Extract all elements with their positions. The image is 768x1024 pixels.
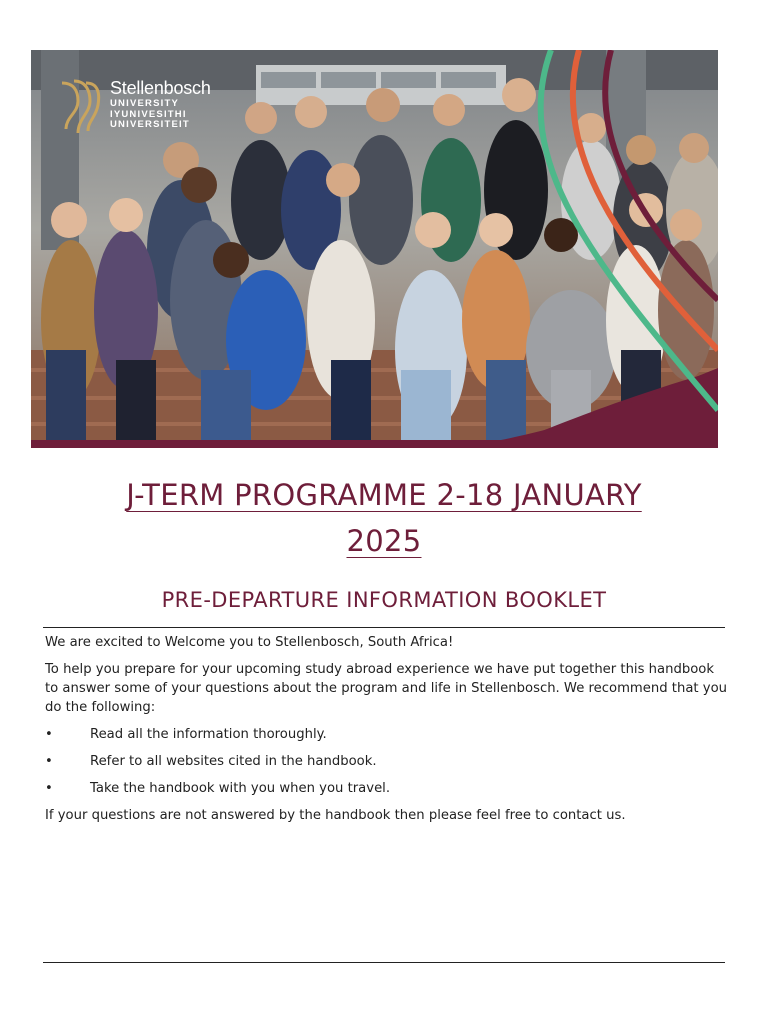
page-title-line-2: 2025 [346, 524, 422, 558]
divider-bottom [43, 962, 725, 963]
list-item [45, 725, 727, 744]
list-item-text: Take the handbook with you when you travel. [90, 781, 391, 796]
university-name: Stellenbosch [110, 78, 211, 98]
recommendation-list [45, 725, 727, 798]
university-name-afrikaans: UNIVERSITEIT [110, 119, 190, 130]
bullet-icon: • [45, 727, 53, 742]
intro-section [45, 633, 727, 833]
welcome-text: We are excited to Welcome you to Stellenbosch, South Africa! [45, 635, 454, 650]
intro-paragraph: To help you prepare for your upcoming study abroad experience we have put together this handbook to answer some of your questions about the program and life in Stellenbosch. We recommend that you do the following: [45, 662, 728, 715]
page-title [40, 472, 728, 564]
bullet-icon: • [45, 781, 53, 796]
university-logo [58, 77, 211, 137]
closing-text: If your questions are not answered by the handbook then please feel free to contact us. [45, 808, 626, 823]
university-name-english: UNIVERSITY [110, 98, 180, 109]
page-subtitle: PRE-DEPARTURE INFORMATION BOOKLET [161, 588, 607, 612]
divider-top [43, 627, 725, 628]
university-crest-icon [58, 77, 102, 137]
page-title-line-1: J-TERM PROGRAMME 2-18 JANUARY [126, 478, 642, 512]
hero-image [31, 50, 718, 448]
list-item [45, 752, 727, 771]
list-item-text: Read all the information thoroughly. [90, 727, 327, 742]
list-item [45, 779, 727, 798]
list-item-text: Refer to all websites cited in the handbook. [90, 754, 377, 769]
bullet-icon: • [45, 754, 53, 769]
university-name-xhosa: IYUNIVESITHI [110, 108, 187, 120]
